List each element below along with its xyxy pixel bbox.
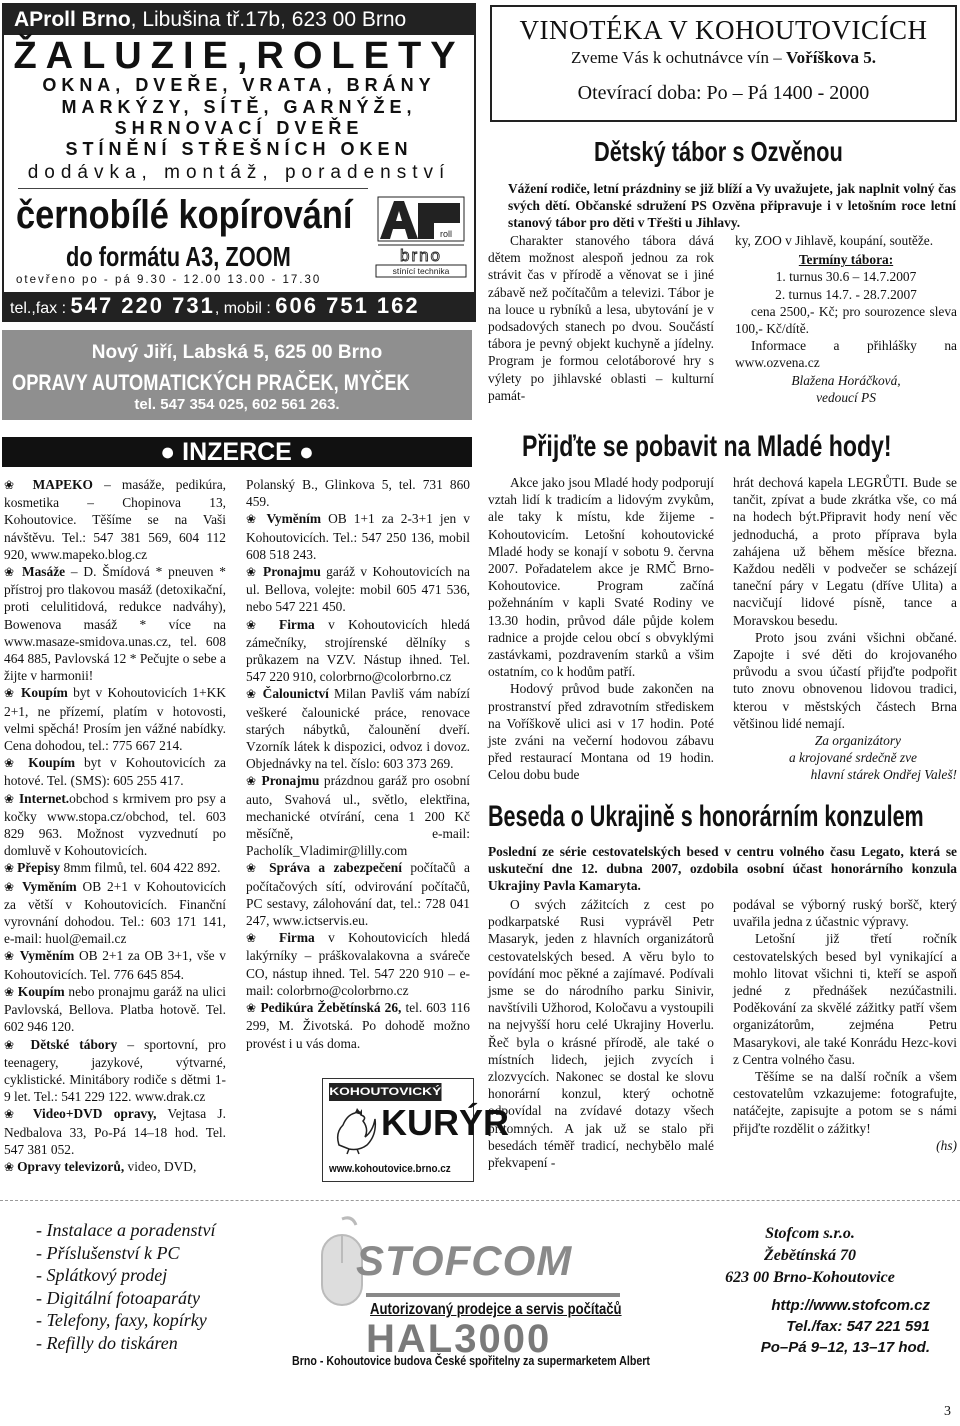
ad-keyword: Firma — [279, 616, 315, 632]
beseda-sign: (hs) — [936, 1137, 957, 1153]
ad-item — [246, 510, 470, 563]
beseda-col2-para2: Letošní již třetí ročník cestovatelských besed byl vynikající a mohlo litovat všichni ti, kteří se aspoň jedné z přednášek nezúčastnili. Poděkování za skvělé zážitky patří všem organizátorům, zejména Petru Masarykovi, ale také Konrádu Hezc-kovi z Centra volného času. — [733, 931, 957, 1067]
tabor-col1: Charakter stanového tábora dává dětem možnost alespoň jednou za rok strávit čas v přírodě a věnovat se i jiné zábavě než počítačům a televizi. Tábor je na louce u rybníků a lesa, ubytování je v podsadových stanech po dvou. Součástí tábora je pevný objekt kuchyně a jídelny. Program je formou celotáborové hry s výlety po jihlavské oblasti – kulturní památ- — [488, 233, 714, 403]
flower-icon: ❀ — [246, 774, 262, 789]
tabor-info: Informace a přihlášky na www.ozvena.cz — [735, 338, 957, 371]
tabor-sign2: vedoucí PS — [816, 389, 876, 405]
ad-item — [4, 476, 226, 563]
ad-text: byt v Kohoutovicích 1+KK 2+1, ne přízemí, platím v hotovosti, velmi spěchá! Prosím jen vážné nabídky. Cena dohodou, tel.: 775 667 214. — [4, 685, 226, 754]
hody-title: Přijďte se pobavit na Mladé hody! — [522, 430, 892, 463]
ad-keyword: Dětské tábory — [30, 1036, 118, 1052]
aproll-line3: MARKÝZY, SÍTĚ, GARNÝŽE, — [61, 97, 417, 117]
aproll-address: , Libušina tř.17b, 623 00 Brno — [130, 8, 407, 31]
hody-col1-para2: Hodový průvod bude zakončen na prostranství před zdravotním střediskem na Voříškově ulici asi v 17 hodin. Poté jste zváni na večerní hodovou zábavu před restaurací Montana od 19 hodin. Celou dobu bude — [488, 681, 714, 783]
hody-col1-para1: Akce jako jsou Mladé hody podporují vztah lidí k tradicím a lidovým zvykům, ale taky k místu, kde žijeme - Kohoutovicím. Letošní kohoutovické Mladé hody se konají v sobotu 9. června 2007. Pořadatelem akce je RMČ Brno-Kohoutovice. Program začíná požehnáním v kapli Svaté Rodiny ve 13.30 hodin, průvod dále půjde kolem radnice a projde celou obcí s obvyklými zastávkami, pozdravením starků a všim ostatním, co k hodům patří. — [488, 475, 714, 680]
flower-icon: ❀ — [246, 565, 264, 580]
flower-icon: ❀ — [246, 617, 280, 632]
bullet-icon: ● — [298, 438, 314, 466]
ad-keyword: Pronajmu — [261, 773, 320, 789]
kurier-main: KURÝR — [381, 1102, 510, 1143]
flower-icon: ❀ — [4, 791, 19, 806]
vinoteka-hours-label: Otevírací doba: — [577, 82, 707, 104]
ad-keyword: Pedikúra Žebětínská 26, — [260, 1000, 402, 1016]
ad-keyword: Čalounictví — [262, 686, 329, 702]
vinoteka-address: Voříškova 5. — [785, 48, 877, 67]
aproll-logo-mark — [374, 193, 468, 279]
ad-text: počítačů a počítačových sítí, odvirování počítačů, PC sestavy, zálohování dat, tel.: 728 041 247, www.ictservis.eu. — [246, 860, 471, 929]
flower-icon: ❀ — [4, 984, 18, 999]
tabor-price: cena 2500,- Kč; pro sourozence sleva 100,- Kč/dítě. — [735, 303, 957, 337]
ad-keyword: Vyměním — [19, 948, 75, 964]
flower-icon: ❀ — [4, 1159, 18, 1174]
flower-icon: ❀ — [4, 861, 18, 876]
tabor-title: Dětský tábor s Ozvěnou — [594, 136, 843, 167]
inzerce-title: INZERCE — [182, 438, 292, 466]
ad-keyword: Internet. — [18, 790, 70, 806]
stofcom-street: Žebětínská 70 — [764, 1247, 856, 1264]
ad-text: nebo pronajmu garáž na ulici Pavlovská, Bellova. Platba hotově. Tel. 602 946 120. — [4, 983, 226, 1035]
stofcom-web[interactable]: http://www.stofcom.cz — [771, 1297, 930, 1314]
ad-item — [246, 616, 470, 686]
ad-item — [246, 563, 470, 616]
ad-text: OB 2+1 za OB 3+1, vše v Kohoutovicích. Tel. 776 645 854. — [4, 948, 226, 982]
flower-icon: ❀ — [246, 931, 280, 946]
ads-col2-intro: Polanský B., Glinkova 5, tel. 731 860 459. — [246, 477, 470, 510]
ad-keyword: Firma — [279, 930, 315, 946]
tabor-sign1: Blažena Horáčková, — [791, 372, 901, 388]
ad-text: – D. Šmídová * pneuven * přístroj pro tlakovou masáž (detoxikační, proti celulitidová, redukce nadváhy), Bowenova masáž * více na www.masaze-smidova.unas.cz, tel. 608 464 885, Pavlovská 12 * Pečujte o sebe a žijte v harmonii! — [4, 564, 226, 684]
flower-icon: ❀ — [246, 1001, 261, 1016]
beseda-intro: Poslední ze série cestovatelských besed v centru volného času Legato, která se uskuteční dne 12. dubna 2007, ozdobila osobní účast honorárního konzula Ukrajiny Pavla Kamaryta. — [488, 844, 957, 893]
stofcom-service-item: - Refilly do tiskáren — [36, 1332, 178, 1353]
ad-item — [246, 685, 470, 772]
aproll-brand: AProll Brno — [14, 8, 131, 31]
stofcom-address — [690, 1223, 930, 1289]
novy-line2: OPRAVY AUTOMATICKÝCH PRAČEK, MYČEK — [12, 370, 410, 395]
hody-col2 — [733, 474, 957, 784]
ad-text: OB 2+1 v Kohoutovicích za větší v Kohoutovicích. Finanční vyrovnání dohodou. Tel.: 603 171 141, e-mail: huol@email.cz — [4, 878, 226, 947]
stofcom-rule — [366, 1293, 620, 1297]
ad-text: – sportovní, pro teenagery, jazykové, výtvarné, cyklistické. Minitábory rodiče s dětmi 1-9 let. Tel.: 541 229 122. www.drak.cz — [4, 1036, 226, 1105]
ad-keyword: Přepisy — [17, 860, 61, 876]
hody-col2-para1: hrát dechová kapela LEGRŮTI. Bude se tančit, zpívat a bude zkrátka vše, co má na hodech být.Připravit hody není věc jednoduchá, a proto příprava byla zahájena už během měsíce března. Každou neděli v podvečer se scházejí taneční páry v Legatu (dříve Ulita) a nacvičují lidové písně, tance a Moravskou besedu. — [733, 475, 957, 628]
ad-item — [4, 754, 226, 789]
ad-keyword: Opravy televizorů, — [17, 1158, 125, 1174]
aproll-line2: OKNA, DVEŘE, VRATA, BRÁNY — [42, 75, 436, 95]
aproll-advert — [2, 3, 476, 322]
stofcom-service-item: - Instalace a poradenství — [36, 1220, 216, 1240]
flower-icon: ❀ — [4, 565, 22, 580]
ad-text: garáž v Kohoutovicích na ul. Bellova, volejte: mobil 605 471 536, nebo 547 221 450. — [246, 564, 470, 615]
ad-keyword: Vyměním — [22, 878, 77, 894]
ad-item — [4, 1158, 226, 1176]
stofcom-company: Stofcom s.r.o. — [765, 1225, 855, 1242]
aproll-line4: SHRNOVACÍ DVEŘE — [114, 118, 364, 138]
kurier-top: KOHOUTOVICKÝ — [329, 1083, 442, 1101]
aproll-logo-brno: brno — [399, 246, 443, 265]
ads-column-1 — [4, 476, 226, 1176]
ad-text: tel. 603 116 299, M. Životská. Po dohodě možno provést i u vás doma. — [246, 1000, 471, 1051]
ad-text: Vejtasa J. Nedbalova 33, Po-Pá 14–18 hod. Tel. 547 381 052. — [4, 1106, 226, 1157]
ad-keyword: MAPEKO — [32, 477, 93, 492]
stofcom-dealer: Autorizovaný prodejce a servis počítačů — [370, 1301, 622, 1318]
ad-item — [4, 790, 226, 860]
flower-icon: ❀ — [246, 512, 267, 527]
aproll-logo — [374, 193, 468, 279]
ad-keyword: Koupím — [17, 983, 65, 999]
kurier-logo — [322, 1078, 510, 1182]
tabor-term1: 1. turnus 30.6 – 14.7.2007 — [775, 269, 917, 285]
stofcom-hours: Po–Pá 9–12, 13–17 hod. — [760, 1339, 930, 1356]
ad-keyword: Koupím — [20, 685, 68, 701]
ad-text: video, DVD, — [124, 1158, 197, 1174]
stofcom-logo: STOFCOM — [356, 1237, 573, 1284]
flower-icon: ❀ — [4, 756, 29, 771]
stofcom-location: Brno - Kohoutovice budova České spořitelny za supermarketem Albert — [292, 1353, 650, 1368]
ad-text: prázdnou garáž pro osobní auto, Svahová ul., světlo, elektřina, mechanické otvírání, cena 1 200 Kč měsíčně, e-mail: Pacholík_Vladimir@lilly.com — [246, 773, 470, 859]
ad-text: v Kohoutovicích hledá lakýrníky – práškovalakovna a sváreče CO, nástup ihned. Tel. 547 220 910 – e-mail: colorbrno@colorbrno.cz — [246, 930, 470, 998]
aproll-line5: STÍNĚNÍ STŘEŠNÍCH OKEN — [65, 139, 413, 159]
hody-sign2: a krojované srdečně zve — [788, 750, 917, 766]
vinoteka-hours: Po – Pá 1400 - 2000 — [706, 82, 870, 104]
ad-text: 8mm filmů, tel. 604 422 892. — [60, 860, 221, 876]
ad-text: byt v Kohoutovicích za hotové. Tel. (SMS): 605 255 417. — [4, 755, 226, 789]
ad-item — [4, 1036, 226, 1106]
ad-text: obchod s krmivem pro psy a kočky www.stopa.cz/obchod, tel. 603 829 963. Možnost vyzvednutí po domluvě v Kohoutovicích. — [4, 790, 226, 859]
vinoteka-title: VINOTÉKA V KOHOUTOVICÍCH — [519, 15, 928, 45]
ad-item — [246, 929, 470, 999]
aproll-line1: ŽALUZIE,ROLETY — [13, 35, 465, 77]
beseda-col2 — [733, 896, 957, 1154]
aproll-mobile-label: , mobil : — [214, 300, 276, 317]
ad-item — [4, 947, 226, 982]
ad-keyword: Vyměním — [266, 511, 322, 527]
hody-col2-para2: Proto jsou zváni všichni občané. Zapojte i své děti do krojovaného průvodu a svou účastí přijďte podpořit tuto znovu obnovenou lidovou tradici, kterou v městských částech Brna většinou lidé nemají. — [733, 629, 957, 731]
hody-sign1: Za organizátory — [814, 733, 901, 749]
stofcom-service-item: - Splátkový prodej — [36, 1265, 168, 1285]
ad-text: OB 1+1 za 2-3+1 jen v Kohoutovicích. Tel.: 547 250 136, mobil 608 518 243. — [246, 511, 470, 562]
stofcom-contact — [700, 1295, 930, 1358]
aproll-line6: dodávka, montáž, poradenství — [27, 162, 451, 183]
ad-keyword: Koupím — [28, 755, 76, 771]
novy-line3: tel. 547 354 025, 602 561 263. — [134, 396, 340, 413]
inzerce-header — [2, 437, 472, 467]
ad-keyword: Video+DVD opravy, — [32, 1106, 157, 1122]
ad-item — [246, 859, 470, 929]
ads-column-2 — [246, 476, 470, 1052]
tabor-terms-title: Termíny tábora: — [798, 252, 894, 268]
tabor-intro: Vážení rodiče, letní prázdniny se již blíží a Vy uvažujete, jak naplnit volný čas svých dětí. Občanské sdružení PS Ozvěna připravuje i v letošním roce letní stanový tábor pro děti v Třešti u Jihlavy. — [508, 181, 956, 230]
novy-line1: Nový Jiří, Labská 5, 625 00 Brno — [91, 342, 383, 363]
aproll-mobile: 606 751 162 — [275, 293, 420, 318]
stofcom-tel: Tel./fax: 547 221 591 — [786, 1318, 930, 1335]
ad-keyword: Masáže — [21, 564, 66, 580]
aproll-phone: 547 220 731 — [70, 293, 215, 318]
ad-text: v Kohoutovicích hledá zámečníky, strojírenské dělníky s průkazem na VZV. Nástup ihned. Tel. 547 220 910, colorbrno@colorbrno.cz — [246, 616, 470, 685]
flower-icon: ❀ — [4, 879, 23, 894]
vinoteka-box — [490, 5, 957, 122]
flower-icon: ❀ — [4, 478, 33, 492]
aproll-copy-sub: do formátu A3, ZOOM — [66, 241, 291, 272]
aproll-divider — [18, 188, 368, 189]
aproll-hours: otevřeno po - pá 9.30 - 12.00 13.00 - 17.30 — [16, 274, 322, 286]
rooster-icon — [329, 1105, 379, 1155]
kurier-url: www.kohoutovice.brno.cz — [329, 1163, 451, 1175]
stofcom-service-item: - Digitální fotoaparáty — [36, 1287, 200, 1308]
stofcom-services — [36, 1219, 276, 1354]
vinoteka-invite: Zveme Vás k ochutnávce vín – — [570, 48, 786, 67]
aproll-logo-roll: roll — [440, 229, 453, 239]
ad-item — [4, 878, 226, 948]
novy-repair-advert — [2, 330, 472, 420]
stofcom-service-item: - Telefony, faxy, kopírky — [36, 1310, 207, 1330]
hal3000-logo: HAL3000 — [366, 1317, 552, 1361]
beseda-col2-para1: podával se výborný ruský boršč, který uvařila jedna z účastnic výpravy. — [733, 897, 957, 930]
ad-item — [4, 563, 226, 684]
beseda-col2-para3: Těšíme se na další ročník a všem cestovatelům vzkazujeme: fotografujte, natáčejte, zapisujte a potom se s námi přijďte rozdělit o zážitky! — [733, 1069, 957, 1136]
hody-sign3: hlavní stárek Ondřej Valeš! — [810, 767, 957, 783]
bullet-icon: ● — [160, 438, 176, 466]
aproll-logo-tag: stínící technika — [392, 266, 450, 276]
stofcom-service-item: - Příslušenství k PC — [36, 1242, 180, 1263]
beseda-title: Beseda o Ukrajině s honorárním konzulem — [488, 800, 924, 833]
ad-keyword: Správa a zabezpečení — [269, 860, 402, 876]
flower-icon: ❀ — [4, 949, 20, 964]
ad-item — [4, 983, 226, 1036]
ad-item — [246, 999, 470, 1052]
aproll-header — [4, 5, 474, 35]
flower-icon: ❀ — [4, 686, 21, 701]
ad-item — [246, 772, 470, 859]
ad-text: Milan Pavliš vám nabízí veškeré čalounické práce, renovace starých nábytků, čalounění dveří. Vzorník látek k dispozici, odvoz i dovoz. Objednávky na tel. číslo: 603 373 269. — [246, 686, 470, 772]
aproll-copy-title: černobílé kopírování — [16, 193, 353, 237]
stofcom-city: 623 00 Brno-Kohoutovice — [725, 1269, 895, 1286]
stofcom-advert — [0, 1200, 960, 1379]
flower-icon: ❀ — [246, 861, 270, 876]
ad-item — [4, 684, 226, 754]
ad-item — [4, 859, 226, 877]
flower-icon: ❀ — [246, 687, 263, 702]
tabor-col2-text: ky, ZOO v Jihlavě, koupání, soutěže. — [735, 233, 934, 248]
tabor-term2: 2. turnus 14.7. - 28.7.2007 — [775, 286, 917, 302]
flower-icon: ❀ — [4, 1107, 33, 1122]
ad-keyword: Pronajmu — [263, 564, 321, 580]
page-number: 3 — [944, 1404, 951, 1419]
beseda-col1: O svých zážitcích z cest po podkarpatské Rusi vyprávěl Petr Masaryk, jeden z hlavních organizátorů cestovatelských besed. A věru bylo to povídání moc pěkné a zajímavé. Podívali jsme se do národního parku Sinivir, navštívili Užhorod, Koločavu a vystoupili na nejvyšší horu celé Ukrajiny Hoverlu. Řeč byla o krásné přírodě, ale také o místních lidech, jejich zvycích i zlozvycích. Nakonec se dostal ke slovu honorární konzul, který ochotně odpovídal na zvídavé dotazy všech přítomných. A jak už se stalo při besedách téměř tradicí, nechybělo malé překvapení - — [488, 897, 714, 1171]
tabor-col2 — [735, 232, 957, 406]
ad-item — [4, 1105, 226, 1158]
ad-text: – masáže, pedikúra, kosmetika – Chopinova 13, Kohoutovice. Těšíme se na Vaši návštěvu. Tel.: 547 381 569, 604 112 920, www.mapeko.blog.cz — [4, 477, 226, 562]
aproll-phone-bar — [4, 292, 474, 320]
hody-col1 — [488, 474, 714, 784]
aproll-phone-label: tel.,fax : — [10, 300, 71, 317]
flower-icon: ❀ — [4, 1037, 31, 1052]
